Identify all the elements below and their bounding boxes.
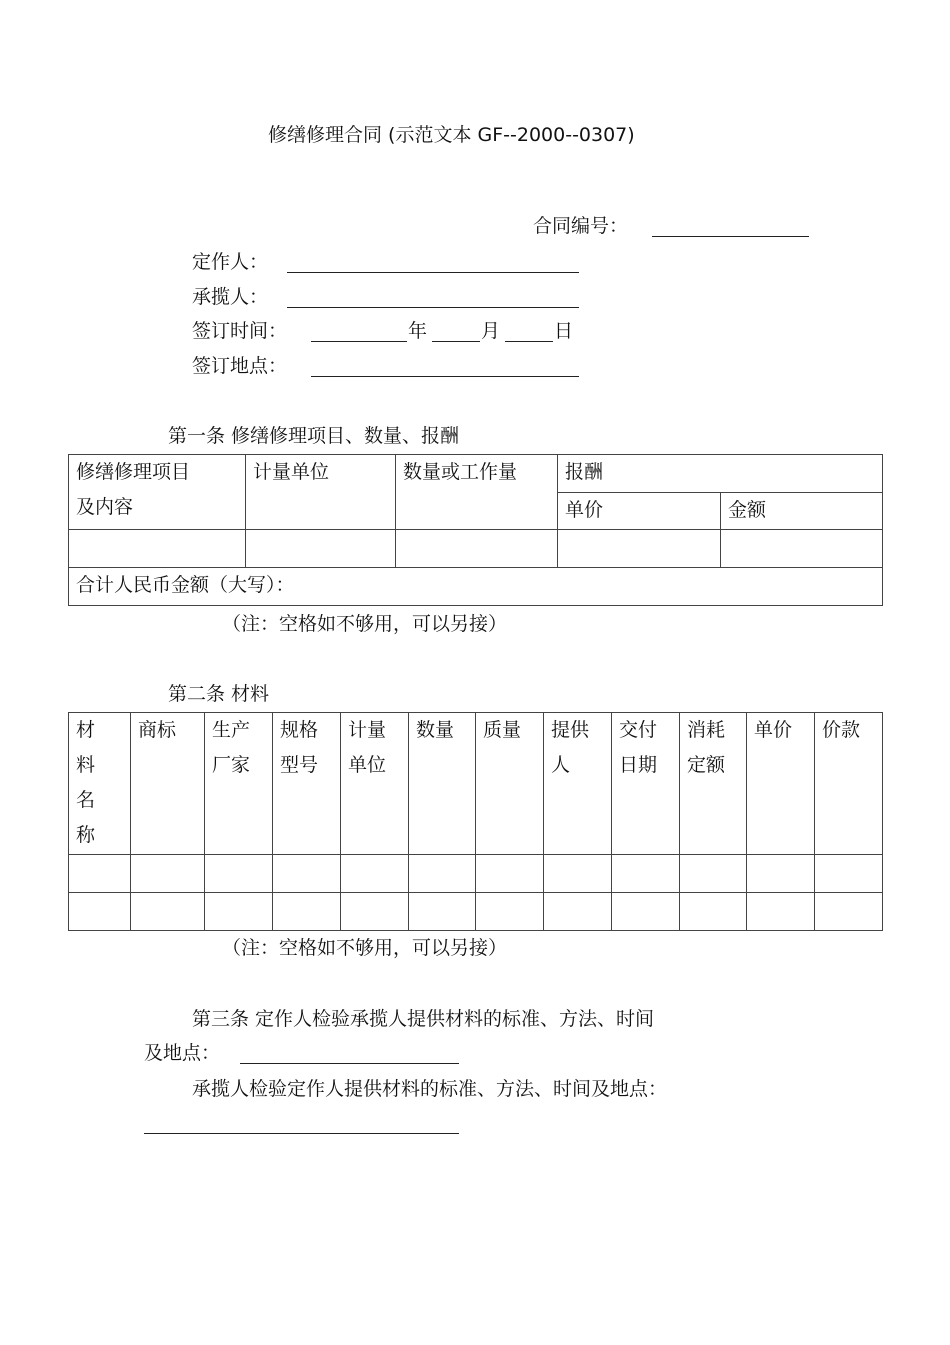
materials-header-cell — [69, 713, 131, 855]
table-cell[interactable] — [341, 855, 409, 893]
contract-no-label: 合同编号： — [533, 215, 629, 237]
sign-year-field[interactable] — [311, 341, 407, 342]
materials-header-cell — [544, 713, 612, 855]
materials-header-cell — [131, 713, 205, 855]
table-cell[interactable] — [69, 530, 246, 568]
materials-header-cell — [815, 713, 883, 855]
month-label: 月 — [481, 320, 501, 342]
table-cell[interactable] — [69, 893, 131, 931]
materials-header-text: 规格 — [280, 719, 319, 741]
materials-header-cell — [273, 713, 341, 855]
header-item-line1: 修缮修理项目 — [76, 461, 191, 483]
table-row — [69, 855, 883, 893]
table-row — [69, 893, 883, 931]
header-remuneration: 报酬 — [558, 455, 883, 493]
sign-place-label: 签订地点： — [192, 355, 288, 377]
table-cell[interactable] — [680, 893, 747, 931]
contractor-inspection-field[interactable] — [144, 1133, 459, 1134]
orderer-inspection-field[interactable] — [240, 1063, 459, 1064]
table-cell[interactable] — [815, 893, 883, 931]
total-amount-cell[interactable]: 合计人民币金额（大写）： — [69, 568, 883, 606]
article3-line2: 及地点： — [144, 1042, 221, 1064]
materials-header-text: 提供 — [551, 719, 590, 741]
article3-line1: 第三条 定作人检验承揽人提供材料的标准、方法、时间 — [192, 1008, 655, 1030]
materials-header-cell — [205, 713, 273, 855]
table-cell[interactable] — [558, 530, 721, 568]
table-cell[interactable] — [205, 855, 273, 893]
materials-header-text: 生产 — [212, 719, 251, 741]
article1-table — [68, 454, 883, 606]
table-cell[interactable] — [273, 855, 341, 893]
materials-header-text: 单价 — [754, 719, 793, 741]
table-cell[interactable] — [747, 855, 815, 893]
header-item — [69, 455, 246, 530]
materials-header-text: 定额 — [687, 754, 726, 776]
materials-header-text: 型号 — [280, 754, 319, 776]
materials-header-text: 人 — [551, 754, 571, 776]
materials-header-text: 材 — [76, 719, 96, 741]
materials-header-cell — [612, 713, 680, 855]
contractor-field[interactable] — [287, 307, 579, 308]
header-unit-price: 单价 — [558, 493, 721, 530]
orderer-field[interactable] — [287, 272, 579, 273]
materials-header-row — [69, 713, 883, 855]
table-row — [69, 530, 883, 568]
table-cell[interactable] — [544, 855, 612, 893]
materials-header-cell — [341, 713, 409, 855]
table-cell[interactable] — [476, 893, 544, 931]
sign-date-label: 签订时间： — [192, 320, 288, 342]
table-cell[interactable] — [409, 893, 476, 931]
materials-header-text: 交付 — [619, 719, 658, 741]
contractor-label: 承揽人： — [192, 286, 269, 308]
materials-header-cell — [747, 713, 815, 855]
materials-header-text: 商标 — [138, 719, 177, 741]
sign-month-field[interactable] — [432, 341, 480, 342]
table-cell[interactable] — [815, 855, 883, 893]
materials-header-text: 名 — [76, 789, 96, 811]
materials-header-text: 日期 — [619, 754, 658, 776]
table-cell[interactable] — [396, 530, 558, 568]
header-quantity: 数量或工作量 — [396, 455, 558, 530]
year-label: 年 — [408, 320, 428, 342]
table-cell[interactable] — [131, 893, 205, 931]
materials-header-cell — [476, 713, 544, 855]
materials-header-cell — [680, 713, 747, 855]
article1-heading: 第一条 修缮修理项目、数量、报酬 — [168, 425, 460, 447]
table-cell[interactable] — [680, 855, 747, 893]
sign-day-field[interactable] — [505, 341, 553, 342]
table-cell[interactable] — [747, 893, 815, 931]
header-unit: 计量单位 — [246, 455, 396, 530]
table-cell[interactable] — [341, 893, 409, 931]
table-cell[interactable] — [409, 855, 476, 893]
sign-place-field[interactable] — [311, 376, 579, 377]
table-cell[interactable] — [246, 530, 396, 568]
materials-header-text: 单位 — [348, 754, 387, 776]
table-cell[interactable] — [476, 855, 544, 893]
contract-no-field[interactable] — [652, 236, 809, 237]
day-label: 日 — [554, 320, 574, 342]
materials-header-text: 价款 — [822, 719, 861, 741]
header-item-line2: 及内容 — [76, 496, 134, 518]
materials-header-text: 计量 — [348, 719, 387, 741]
table-cell[interactable] — [131, 855, 205, 893]
page-title: 修缮修理合同 (示范文本 GF--2000--0307) — [268, 124, 635, 146]
orderer-label: 定作人： — [192, 251, 269, 273]
article2-note: （注：空格如不够用，可以另接） — [222, 937, 508, 959]
table-cell[interactable] — [612, 893, 680, 931]
article3-line3: 承揽人检验定作人提供材料的标准、方法、时间及地点： — [192, 1078, 668, 1100]
materials-header-text: 数量 — [416, 719, 455, 741]
materials-header-text: 消耗 — [687, 719, 726, 741]
article1-note: （注：空格如不够用，可以另接） — [222, 613, 508, 635]
table-cell[interactable] — [721, 530, 883, 568]
header-amount: 金额 — [721, 493, 883, 530]
table-cell[interactable] — [273, 893, 341, 931]
materials-header-cell — [409, 713, 476, 855]
table-cell[interactable] — [612, 855, 680, 893]
article2-heading: 第二条 材料 — [168, 683, 270, 705]
materials-header-text: 厂家 — [212, 754, 251, 776]
materials-header-text: 称 — [76, 824, 96, 846]
table-cell[interactable] — [205, 893, 273, 931]
table-cell[interactable] — [69, 855, 131, 893]
article2-table — [68, 712, 883, 931]
table-cell[interactable] — [544, 893, 612, 931]
materials-header-text: 料 — [76, 754, 96, 776]
materials-header-text: 质量 — [483, 719, 522, 741]
